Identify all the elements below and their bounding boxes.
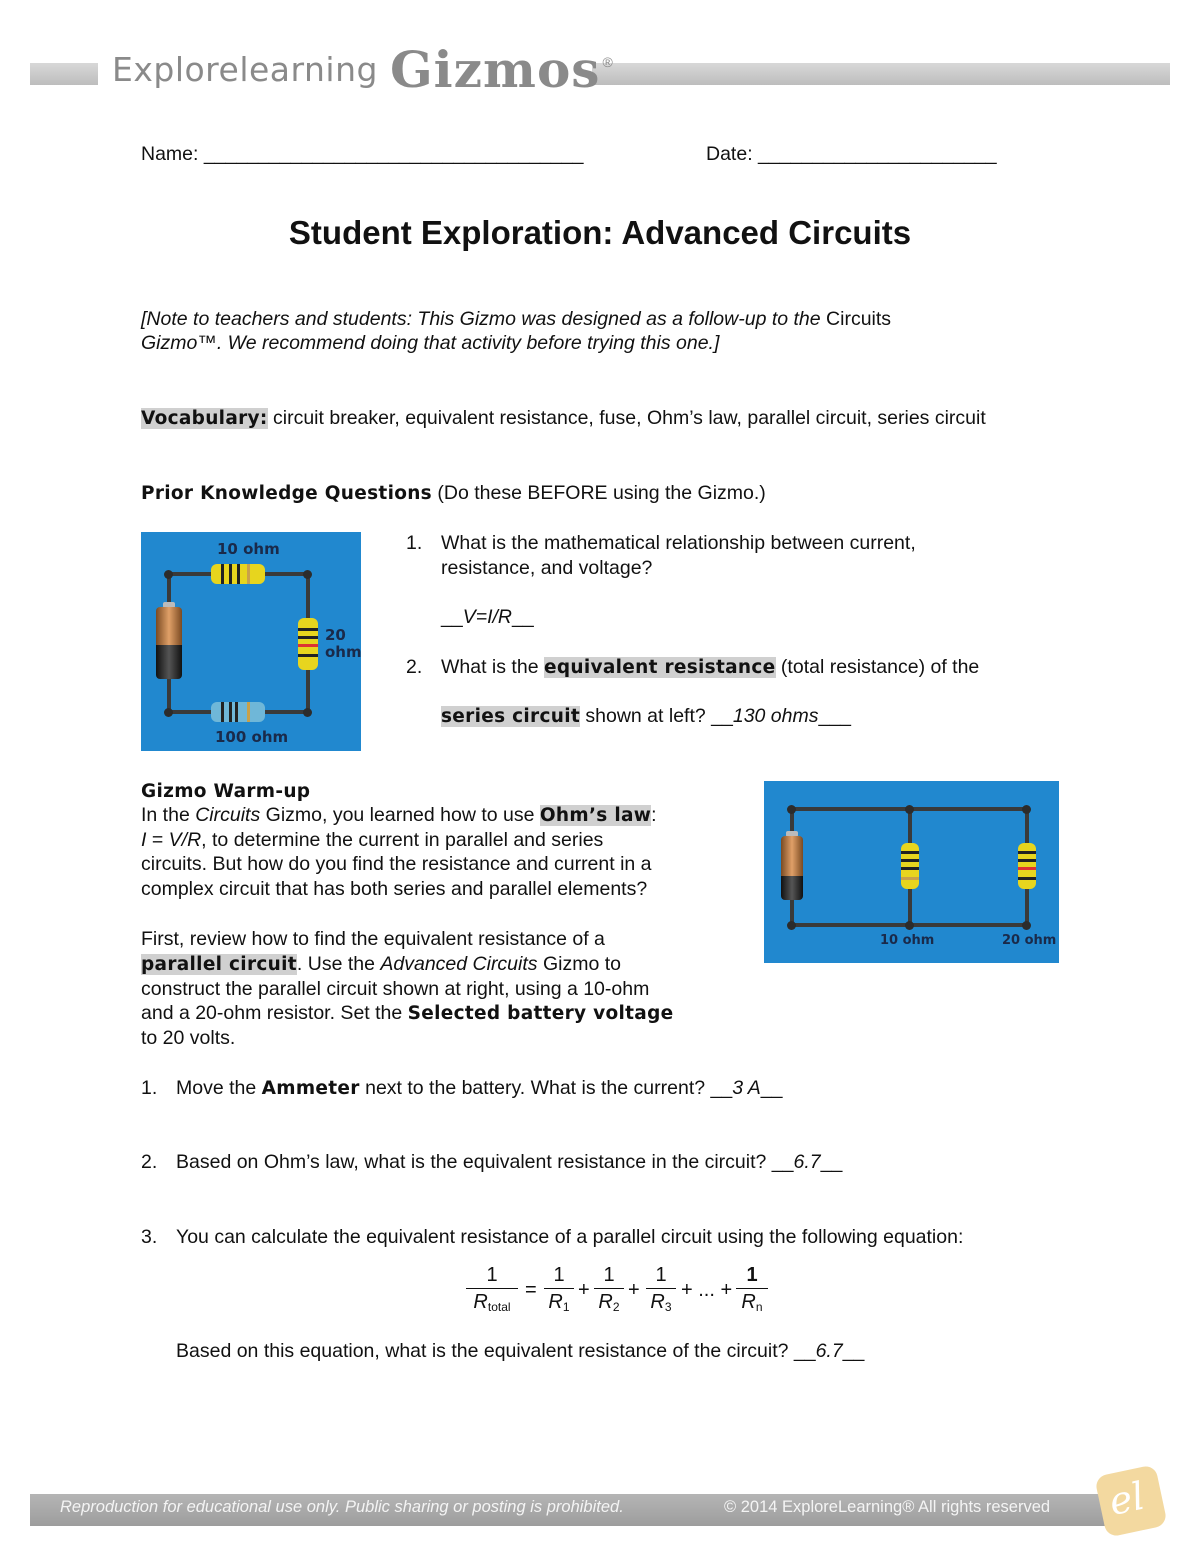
node	[905, 921, 914, 930]
q2-text[interactable]	[176, 1150, 842, 1175]
r-symbol: R	[650, 1291, 665, 1313]
prior-q2-line2[interactable]	[441, 704, 851, 729]
node	[164, 570, 173, 579]
logo-text: el	[1105, 1473, 1149, 1524]
resistor-band	[221, 564, 224, 584]
prior-heading-bold: Prior Knowledge Questions	[141, 483, 432, 504]
term-parallel-circuit: parallel circuit	[141, 954, 297, 975]
q2-term-equivalent-resistance: equivalent resistance	[543, 657, 776, 678]
fraction-total	[466, 1264, 518, 1320]
battery-body-bottom	[781, 876, 803, 900]
numerator: 1	[736, 1264, 768, 1289]
resistor-band	[229, 702, 232, 722]
text: Move the	[176, 1077, 262, 1099]
plus-sign: +	[578, 1279, 590, 1301]
note-italic: [Note to teachers and students: This Gizmo was designed as a follow-up to the	[141, 308, 827, 330]
numerator: 1	[466, 1264, 518, 1289]
text-selected-battery-voltage: Selected battery voltage	[407, 1003, 674, 1024]
numerator: 1	[594, 1264, 624, 1289]
resistor-band	[298, 654, 318, 657]
text: V/R	[168, 829, 202, 851]
node	[787, 921, 796, 930]
note-line-1	[141, 307, 891, 332]
prior-q1-line2: resistance, and voltage?	[441, 557, 653, 579]
battery-body-top	[781, 836, 803, 876]
prior-q2-number: 2.	[406, 656, 423, 678]
resistor-band	[1018, 867, 1036, 870]
answer-blank: __	[820, 1151, 843, 1173]
brand-gizmos: Gizmos	[389, 40, 601, 99]
prior-heading-subtitle: (Do these BEFORE using the Gizmo.)	[432, 482, 766, 504]
q2-number: 2.	[141, 1151, 158, 1173]
text: Based on Ohm’s law, what is the equivalent resistance in the circuit? __	[176, 1151, 794, 1173]
node	[303, 708, 312, 717]
node	[303, 570, 312, 579]
text-advanced-circuits: Advanced Circuits	[380, 953, 538, 975]
warmup-p2-line4	[141, 1001, 673, 1026]
resistor-band	[298, 636, 318, 639]
answer-blank: __	[512, 606, 534, 628]
answer-value: 3 A	[732, 1077, 761, 1099]
resistor-band	[298, 628, 318, 631]
subscript: n	[755, 1300, 763, 1314]
r-symbol: R	[741, 1291, 756, 1313]
resistor-band	[229, 564, 232, 584]
text: In the	[141, 804, 196, 826]
resistor-band	[247, 564, 250, 584]
denominator	[736, 1289, 768, 1320]
resistor-band	[235, 702, 238, 722]
denominator	[466, 1289, 518, 1320]
answer-value: 130 ohms	[732, 705, 819, 727]
series-circuit-image	[141, 532, 361, 751]
label-10-ohm: 10 ohm	[880, 933, 935, 948]
node	[1022, 805, 1031, 814]
resistor-band	[237, 564, 240, 584]
warmup-p2-line2	[141, 952, 621, 977]
answer-value: V=I/R	[462, 606, 513, 628]
term-ohms-law: Ohm’s law	[539, 805, 652, 826]
denominator	[646, 1289, 676, 1320]
date-field[interactable]: Date: ______________________	[706, 143, 997, 165]
prior-q2-line1	[441, 655, 979, 680]
vocabulary-label: Vocabulary:	[141, 408, 268, 429]
header-bar-left	[30, 63, 98, 85]
text: . Use the	[296, 953, 381, 975]
resistor-band	[901, 867, 919, 870]
text: Gizmo to	[537, 953, 621, 975]
denominator	[594, 1289, 624, 1320]
numerator: 1	[646, 1264, 676, 1289]
fraction-rn	[736, 1264, 768, 1320]
q2-line2-text: shown at left? __	[579, 705, 733, 727]
prior-q1-number: 1.	[406, 532, 423, 554]
plus-sign: +	[628, 1279, 640, 1301]
answer-blank: ___	[818, 705, 852, 727]
text: and a 20-ohm resistor. Set the	[141, 1002, 408, 1024]
explorelearning-logo-icon	[1094, 1464, 1168, 1538]
label-20-ohm: 20 ohm	[1002, 933, 1057, 948]
brand-registered: ®	[602, 54, 613, 70]
resistor-band	[221, 702, 224, 722]
prior-q1-answer[interactable]	[441, 605, 534, 630]
brand-logo	[112, 40, 613, 100]
note-circuits: Circuits	[826, 308, 892, 330]
name-field[interactable]: Name: ___________________________________	[141, 143, 584, 165]
node	[905, 805, 914, 814]
resistor-band	[1018, 859, 1036, 862]
text: Gizmo, you learned how to use	[260, 804, 540, 826]
warmup-heading: Gizmo Warm-up	[141, 781, 311, 802]
resistor-band	[901, 851, 919, 854]
resistor-100-ohm	[211, 702, 265, 722]
warmup-p2-line1: First, review how to find the equivalent resistance of a	[141, 928, 605, 950]
resistor-band	[298, 644, 318, 647]
r-symbol: R	[598, 1291, 613, 1313]
node	[1022, 921, 1031, 930]
subscript: total	[487, 1300, 511, 1314]
vocabulary	[141, 406, 986, 431]
q2-text-post: (total resistance) of the	[775, 656, 980, 678]
q1-number: 1.	[141, 1077, 158, 1099]
warmup-line3: circuits. But how do you find the resistance and current in a	[141, 853, 652, 875]
q3-text: You can calculate the equivalent resistance of a parallel circuit using the following equation:	[176, 1226, 964, 1248]
text: Based on this equation, what is the equivalent resistance of the circuit? __	[176, 1340, 816, 1362]
brand-explorelearning: Explorelearning	[112, 50, 378, 89]
note-line-2: Gizmo™. We recommend doing that activity before trying this one.]	[141, 332, 720, 354]
answer-value: 6.7	[793, 1151, 821, 1173]
q1-text[interactable]	[176, 1076, 782, 1101]
resistor-band	[247, 702, 250, 722]
answer-blank: __	[441, 606, 463, 628]
fraction-r2	[594, 1264, 624, 1320]
answer-value: 6.7	[815, 1340, 843, 1362]
warmup-p2-line5: to 20 volts.	[141, 1027, 236, 1049]
subscript: 1	[562, 1300, 570, 1314]
warmup-p2-line3: construct the parallel circuit shown at right, using a 10-ohm	[141, 978, 650, 1000]
battery-body-bottom	[156, 645, 182, 679]
equals-sign: =	[525, 1279, 537, 1301]
label-100-ohm: 100 ohm	[215, 728, 289, 746]
warmup-line1	[141, 803, 657, 828]
text-circuits: Circuits	[195, 804, 261, 826]
resistor-band	[901, 859, 919, 862]
numerator: 1	[544, 1264, 574, 1289]
r-symbol: R	[548, 1291, 563, 1313]
answer-blank: __	[760, 1077, 783, 1099]
answer-blank: __	[842, 1340, 865, 1362]
resistor-band	[1018, 851, 1036, 854]
warmup-line2	[141, 828, 603, 853]
node	[164, 708, 173, 717]
q3-number: 3.	[141, 1226, 158, 1248]
footer-copyright: © 2014 ExploreLearning® All rights reserved	[724, 1498, 1051, 1516]
resistor-10-ohm	[901, 843, 919, 889]
label-ohm: ohm	[325, 643, 362, 661]
vocabulary-terms: circuit breaker, equivalent resistance, fuse, Ohm’s law, parallel circuit, series circuit	[267, 407, 986, 429]
text: , to determine the current in parallel and series	[201, 829, 604, 851]
resistor-band	[901, 877, 919, 880]
fraction-r1	[544, 1264, 574, 1320]
text: :	[651, 804, 657, 826]
text: =	[146, 829, 169, 851]
text: I	[141, 829, 147, 851]
battery-body-top	[156, 607, 182, 645]
header-bar-right	[592, 63, 1170, 85]
label-10-ohm: 10 ohm	[217, 540, 280, 558]
r-symbol: R	[473, 1291, 488, 1313]
denominator	[544, 1289, 574, 1320]
ellipsis-plus: + ... +	[681, 1279, 733, 1301]
resistor-band	[1018, 877, 1036, 880]
warmup-line4: complex circuit that has both series and parallel elements?	[141, 878, 648, 900]
prior-q1-line1: What is the mathematical relationship between current,	[441, 532, 916, 554]
q2-text: What is the	[441, 656, 544, 678]
parallel-circuit-image	[764, 781, 1059, 963]
q2-term-series-circuit: series circuit	[441, 706, 580, 727]
prior-knowledge-heading	[141, 481, 766, 506]
subscript: 2	[612, 1300, 620, 1314]
text-ammeter: Ammeter	[261, 1078, 360, 1099]
page-title: Student Exploration: Advanced Circuits	[288, 214, 912, 251]
subscript: 3	[664, 1300, 672, 1314]
q3-follow-up[interactable]	[176, 1339, 864, 1364]
fraction-r3	[646, 1264, 676, 1320]
label-20: 20	[325, 626, 346, 644]
resistor-20-ohm	[1018, 843, 1036, 889]
text: next to the battery. What is the current? __	[359, 1077, 733, 1099]
node	[787, 805, 796, 814]
footer-disclaimer: Reproduction for educational use only. Public sharing or posting is prohibited.	[60, 1498, 624, 1516]
